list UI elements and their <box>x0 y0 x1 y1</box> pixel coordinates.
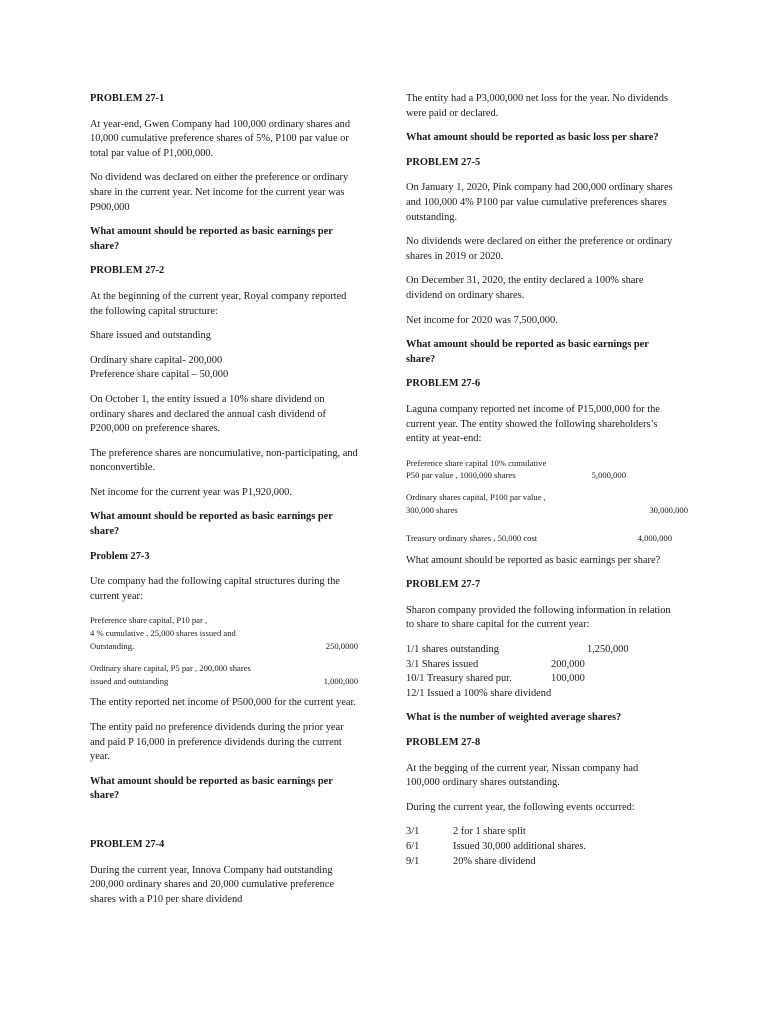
row-value: 100,000 <box>551 673 585 685</box>
row-value: 1,250,000 <box>587 644 629 656</box>
item-text: Ordinary share capital, P5 par , 200,000 shares <box>90 662 251 673</box>
item-text: P50 par value , 1000,000 shares <box>406 470 516 481</box>
list-item <box>406 840 674 855</box>
table-row <box>406 643 674 658</box>
item-row <box>90 640 358 653</box>
event-date: 3/1 <box>406 826 420 838</box>
equity-item <box>406 491 688 517</box>
paragraph: The entity had a P3,000,000 net loss for the year. No dividends were paid or declared. <box>406 93 669 119</box>
event-text: Issued 30,000 additional shares. <box>453 840 587 852</box>
problem-heading: PROBLEM 27-7 <box>406 579 481 591</box>
capital-lines <box>90 354 358 383</box>
table-row <box>406 687 674 702</box>
list-item <box>406 825 674 840</box>
problem-heading: PROBLEM 27-5 <box>406 156 481 168</box>
equity-item <box>406 457 674 483</box>
item-text: issued and outstanding <box>90 675 169 686</box>
item-text: Treasury ordinary shares , 50,000 cost <box>406 532 538 543</box>
item-row <box>406 526 672 545</box>
item-text: 300,000 shares <box>406 505 458 516</box>
events-list <box>406 825 674 869</box>
item-text: Preference share capital 10% cumulative <box>406 457 547 468</box>
problem-heading: PROBLEM 27-6 <box>406 378 481 390</box>
left-column <box>90 92 358 917</box>
paragraph: No dividends were declared on either the preference or ordinary shares in 2019 or 2020. <box>406 236 673 262</box>
event-date: 9/1 <box>406 855 420 867</box>
paragraph: At year-end, Gwen Company had 100,000 ordinary shares and 10,000 cumulative preference shares of 5%, P100 par value or total par value of P1,000,000. <box>90 118 351 159</box>
item-text: 4 % cumulative , 25,000 shares issued and <box>90 628 236 639</box>
item-row <box>90 675 358 688</box>
paragraph: On December 31, 2020, the entity declared a 100% share dividend on ordinary shares. <box>406 275 644 301</box>
problem-heading: PROBLEM 27-4 <box>90 838 165 850</box>
problem-heading: Problem 27-3 <box>90 550 150 562</box>
paragraph: Ute company had the following capital structures during the current year: <box>90 576 340 602</box>
row-label: 10/1 Treasury shared pur. <box>406 673 512 685</box>
paragraph: On January 1, 2020, Pink company had 200,000 ordinary shares and 100,000 4% P100 par value cumulative preferences shares outstanding. <box>406 182 673 223</box>
list-item <box>406 855 674 870</box>
question: What is the number of weighted average shares? <box>406 712 622 724</box>
row-label: 12/1 Issued a 100% share dividend <box>406 687 552 699</box>
share-capital-table <box>406 643 674 701</box>
item-row <box>406 469 626 482</box>
problem-heading: PROBLEM 27-2 <box>90 265 165 277</box>
item-text: Outstanding. <box>90 641 135 652</box>
item-value: 250,0000 <box>325 641 358 652</box>
paragraph: The entity reported net income of P500,000 for the current year. <box>90 697 357 709</box>
event-text: 20% share dividend <box>453 855 536 867</box>
item-value: 4,000,000 <box>637 532 672 543</box>
paragraph: Net income for the current year was P1,920,000. <box>90 486 292 498</box>
question: What amount should be reported as basic earnings per share? <box>406 339 649 365</box>
paragraph: On October 1, the entity issued a 10% share dividend on ordinary shares and declared the annual cash dividend of P200,000 on preference shares. <box>90 393 327 435</box>
item-value: 30,000,000 <box>649 505 688 516</box>
paragraph: At the begging of the current year, Nissan company had 100,000 ordinary shares outstanding. <box>406 762 639 789</box>
table-row <box>406 658 674 673</box>
item-text: Ordinary shares capital, P100 par value , <box>406 492 546 503</box>
event-text: 2 for 1 share split <box>453 826 526 838</box>
item-value: 5,000,000 <box>591 470 626 481</box>
question: What amount should be reported as basic earnings per share? <box>90 511 333 538</box>
item-row <box>406 504 688 517</box>
paragraph: The preference shares are noncumulative, non-participating, and nonconvertible. <box>90 447 358 474</box>
question-plain: What amount should be reported as basic earnings per share? <box>406 554 661 566</box>
paragraph: Net income for 2020 was 7,500,000. <box>406 314 558 326</box>
paragraph: The entity paid no preference dividends during the prior year and paid P 16,000 in preference dividends during the current year. <box>90 722 344 763</box>
table-row <box>406 672 674 687</box>
paragraph: During the current year, Innova Company had outstanding 200,000 ordinary shares and 20,000 cumulative preference shares with a P10 per share dividend <box>90 864 335 905</box>
problem-heading: PROBLEM 27-1 <box>90 93 165 104</box>
question: What amount should be reported as basic earnings per share? <box>90 775 333 802</box>
item-text: Preference share capital, P10 par , <box>90 615 208 626</box>
equity-item <box>406 526 674 545</box>
paragraph: Share issued and outstanding <box>90 330 211 342</box>
paragraph: No dividend was declared on either the preference or ordinary share in the current year. Net income for the current year was P900,000 <box>90 172 349 213</box>
question: What amount should be reported as basic loss per share? <box>406 132 659 144</box>
capital-line: Ordinary share capital- 200,000 <box>90 354 223 366</box>
paragraph: At the beginning of the current year, Royal company reported the following capital structure: <box>90 290 347 317</box>
paragraph: During the current year, the following events occurred: <box>406 801 635 813</box>
event-date: 6/1 <box>406 840 420 852</box>
problem-heading: PROBLEM 27-8 <box>406 737 481 749</box>
row-label: 3/1 Shares issued <box>406 658 479 670</box>
item-value: 1,000,000 <box>323 675 358 686</box>
row-label: 1/1 shares outstanding <box>406 644 499 656</box>
capital-item <box>90 614 358 652</box>
capital-item <box>90 662 358 688</box>
spacer <box>90 814 358 838</box>
question: What amount should be reported as basic earnings per share? <box>90 226 333 252</box>
paragraph: Sharon company provided the following information in relation to share to share capital for the current year: <box>406 604 671 631</box>
capital-line: Preference share capital – 50,000 <box>90 369 229 381</box>
right-column <box>406 92 688 869</box>
row-value: 200,000 <box>551 658 585 670</box>
paragraph: Laguna company reported net income of P15,000,000 for the current year. The entity showed the following shareholders’s entity at year-end: <box>406 403 660 445</box>
